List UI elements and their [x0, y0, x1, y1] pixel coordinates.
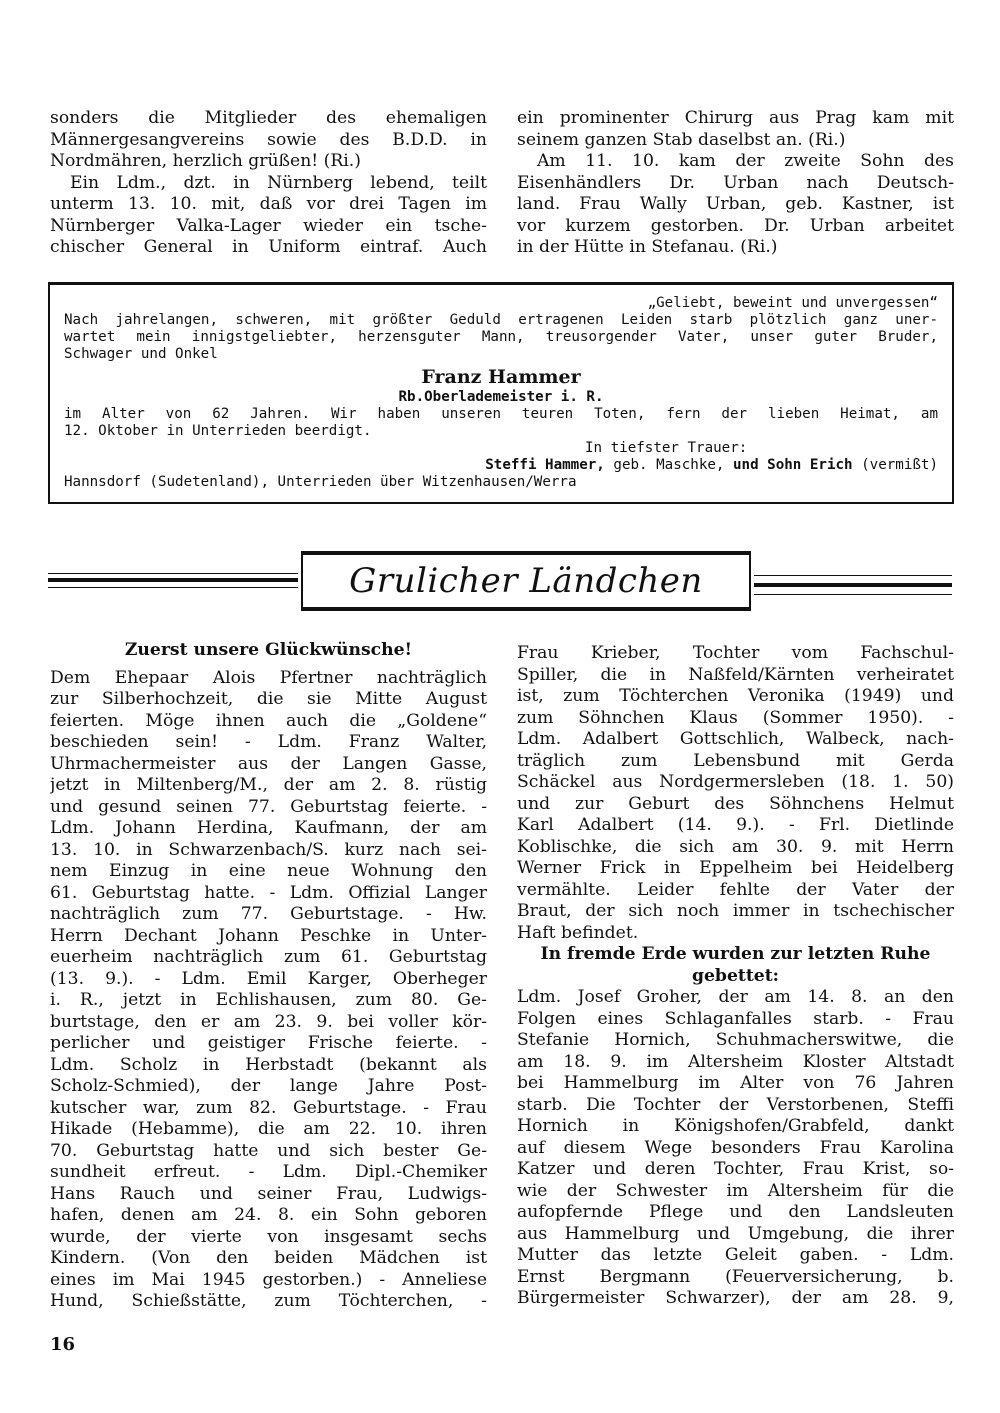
text-line: Am 11. 10. kam der zweite Sohn des: [537, 151, 954, 171]
text-line: Eisenhändlers Dr. Urban nach Deutsch-: [517, 172, 954, 193]
section-heading: Zuerst unsere Glückwünsche!: [124, 640, 413, 660]
text-line: Kindern. (Von den beiden Mädchen ist: [50, 1248, 487, 1268]
section-title: Grulicher Ländchen: [301, 551, 751, 611]
text-line: auf diesem Wege besonders Frau Karolina: [517, 1137, 954, 1158]
text-line: aus Hammelburg und Umgebung, die ihrer: [517, 1223, 954, 1244]
rule: [754, 575, 952, 576]
text-line: Spiller, die in Naßfeld/Kärnten verheiratet: [517, 664, 954, 685]
text-line: chischer General in Uniform eintraf. Auch: [50, 237, 487, 257]
mourner-son: und Sohn Erich: [732, 457, 853, 473]
deceased-name: Franz Hammer: [421, 366, 581, 388]
bottom-right-column: [517, 643, 954, 1310]
text-line: Braut, der sich noch immer in tschechischer: [517, 901, 954, 921]
mourner-address: Hannsdorf (Sudetenland), Unterrieden über Witzenhausen/Werra: [64, 474, 577, 490]
text-line: 61. Geburtstag hatte. - Ldm. Offizial Langer: [50, 882, 487, 903]
text-line: Nürnberger Valka-Lager wieder ein tsche-: [50, 215, 487, 236]
obituary-motto: „Geliebt, beweint und unvergessen“: [647, 295, 938, 311]
section-heading: gebettet:: [691, 965, 779, 986]
bottom-left-column: [50, 636, 487, 1313]
text-line: Ernst Bergmann (Feuerversicherung, b.: [517, 1266, 954, 1287]
text-line: nachträglich zum 77. Geburtstage. - Hw.: [50, 904, 487, 924]
text-line: Schäckel aus Nordgermersleben (18. 1. 50): [517, 772, 954, 792]
rule: [754, 594, 952, 595]
text-line: und gesund seinen 77. Geburtstag feierte. -: [50, 796, 487, 817]
text-line: Männergesangvereins sowie des B.D.D. in: [50, 129, 487, 150]
text-line: Scholz-Schmied), der lange Jahre Post-: [50, 1076, 487, 1096]
text-line: träglich zum Lebensbund mit Gerda: [517, 750, 954, 771]
text-line: Dem Ehepaar Alois Pfertner nachträglich: [50, 667, 487, 688]
deceased-title: Rb.Oberlademeister i. R.: [398, 389, 604, 405]
rule: [48, 578, 298, 582]
text-line: zum Söhnchen Klaus (Sommer 1950). -: [517, 707, 954, 728]
section-banner: [48, 545, 952, 615]
text-line: hafen, denen am 24. 8. ein Sohn geboren: [50, 1205, 487, 1225]
text-line: am 18. 9. im Altersheim Kloster Altstadt: [517, 1051, 954, 1072]
text-line: aufopfernde Pflege und den Landsleuten: [517, 1202, 954, 1222]
text-line: Koblischke, die sich am 30. 9. mit Herrn: [517, 836, 954, 857]
text-line: vermählte. Leider fehlte der Vater der: [517, 879, 954, 900]
text-line: wurde, der vierte von insgesamt sechs: [50, 1226, 487, 1247]
text-line: Herrn Dechant Johann Peschke in Unter-: [50, 925, 487, 946]
mourner-maiden: geb. Maschke,: [604, 457, 733, 473]
text-line: Mutter das letzte Geleit gaben. - Ldm.: [517, 1245, 954, 1265]
obituary-notice: [48, 282, 954, 504]
obituary-body-line: im Alter von 62 Jahren. Wir haben unseren teuren Toten, fern der lieben Heimat, am: [64, 406, 938, 422]
text-line: seinem ganzen Stab daselbst an. (Ri.): [517, 129, 846, 150]
mourner-note: (vermißt): [852, 457, 938, 473]
text-line: bei Hammelburg im Alter von 76 Jahren: [517, 1073, 954, 1093]
rule: [48, 573, 298, 574]
text-line: Bürgermeister Schwarzer), der am 28. 9,: [517, 1288, 954, 1308]
rule: [754, 583, 952, 587]
text-line: feierten. Möge ihnen auch die „Goldene“: [50, 710, 487, 731]
text-line: Ldm. Josef Groher, der am 14. 8. an den: [517, 987, 954, 1007]
text-line: perlicher und geistiger Frische feierte. -: [50, 1033, 487, 1053]
text-line: 70. Geburtstag hatte und sich bester Ge-: [50, 1140, 487, 1161]
obituary-intro-line: Nach jahrelangen, schweren, mit größter Geduld ertragenen Leiden starb plötzlich ganz uner-: [64, 312, 938, 328]
text-line: Hund, Schießstätte, zum Töchterchen, -: [50, 1291, 487, 1311]
text-line: Ldm. Adalbert Gottschlich, Walbeck, nach-: [517, 729, 954, 749]
text-line: ein prominenter Chirurg aus Prag kam mit: [517, 108, 954, 128]
page-number: 16: [50, 1334, 76, 1355]
text-line: sundheit erfreut. - Ldm. Dipl.-Chemiker: [50, 1162, 487, 1182]
text-line: Haft befindet.: [517, 922, 639, 943]
text-line: jetzt in Miltenberg/M., der am 2. 8. rüstig: [50, 775, 487, 795]
text-line: Werner Frick in Eppelheim bei Heidelberg: [517, 858, 954, 878]
text-line: Stefanie Hornich, Schuhmacherswitwe, die: [517, 1030, 954, 1050]
text-line: Ldm. Scholz in Herbstadt (bekannt als: [50, 1054, 487, 1075]
obituary-intro-line: Schwager und Onkel: [64, 346, 218, 362]
top-right-column: [517, 108, 954, 259]
text-line: burtstage, den er am 23. 9. bei voller kör-: [50, 1011, 487, 1032]
text-line: Hans Rauch und seiner Frau, Ludwigs-: [50, 1183, 487, 1204]
text-line: land. Frau Wally Urban, geb. Kastner, ist: [517, 194, 954, 214]
text-line: sonders die Mitglieder des ehemaligen: [50, 108, 487, 128]
text-line: Uhrmachermeister aus der Langen Gasse,: [50, 753, 487, 774]
text-line: (13. 9.). - Ldm. Emil Karger, Oberheger: [50, 968, 487, 989]
text-line: zur Silberhochzeit, die sie Mitte August: [50, 689, 487, 709]
text-line: und zur Geburt des Söhnchens Helmut: [517, 793, 954, 814]
text-line: Hornich in Königshofen/Grabfeld, dankt: [517, 1116, 954, 1136]
text-line: nem Einzug in eine neue Wohnung den: [50, 861, 487, 881]
top-left-column: [50, 108, 487, 259]
text-line: eines im Mai 1945 gestorben.) - Anneliese: [50, 1269, 487, 1290]
text-line: Nordmähren, herzlich grüßen! (Ri.): [50, 151, 361, 171]
obituary-body-line: 12. Oktober in Unterrieden beerdigt.: [64, 423, 372, 439]
mourner-name: Steffi Hammer,: [485, 457, 605, 473]
text-line: i. R., jetzt in Echlishausen, zum 80. Ge-: [50, 990, 487, 1010]
mourning-label: In tiefster Trauer:: [585, 440, 748, 456]
text-line: Hikade (Hebamme), die am 22. 10. ihren: [50, 1119, 487, 1139]
rule: [48, 587, 298, 588]
text-line: beschieden sein! - Ldm. Franz Walter,: [50, 732, 487, 752]
text-line: wie der Schwester im Altersheim für die: [517, 1180, 954, 1201]
text-line: Ein Ldm., dzt. in Nürnberg lebend, teilt: [70, 172, 487, 193]
text-line: Ldm. Johann Herdina, Kaufmann, der am: [50, 818, 487, 838]
obituary-intro-line: wartet mein innigstgeliebter, herzensguter Mann, treusorgender Vater, unser guter Bruder,: [64, 329, 938, 345]
mourners: [64, 457, 938, 474]
text-line: ist, zum Töchterchen Veronika (1949) und: [517, 686, 954, 706]
text-line: Karl Adalbert (14. 9.). - Frl. Dietlinde: [517, 815, 954, 835]
text-line: 13. 10. in Schwarzenbach/S. kurz nach sei-: [50, 839, 487, 860]
text-line: starb. Die Tochter der Verstorbenen, Steffi: [517, 1094, 954, 1115]
text-line: kutscher war, zum 82. Geburtstage. - Frau: [50, 1097, 487, 1118]
text-line: unterm 13. 10. mit, daß vor drei Tagen im: [50, 194, 487, 214]
section-heading: In fremde Erde wurden zur letzten Ruhe: [540, 944, 931, 964]
text-line: vor kurzem gestorben. Dr. Urban arbeitet: [517, 215, 954, 236]
text-line: Frau Krieber, Tochter vom Fachschul-: [517, 643, 954, 663]
text-line: Katzer und deren Tochter, Frau Krist, so-: [517, 1159, 954, 1179]
text-line: in der Hütte in Stefanau. (Ri.): [517, 237, 778, 257]
text-line: Folgen eines Schlaganfalles starb. - Frau: [517, 1008, 954, 1029]
text-line: euerheim nachträglich zum 61. Geburtstag: [50, 947, 487, 967]
